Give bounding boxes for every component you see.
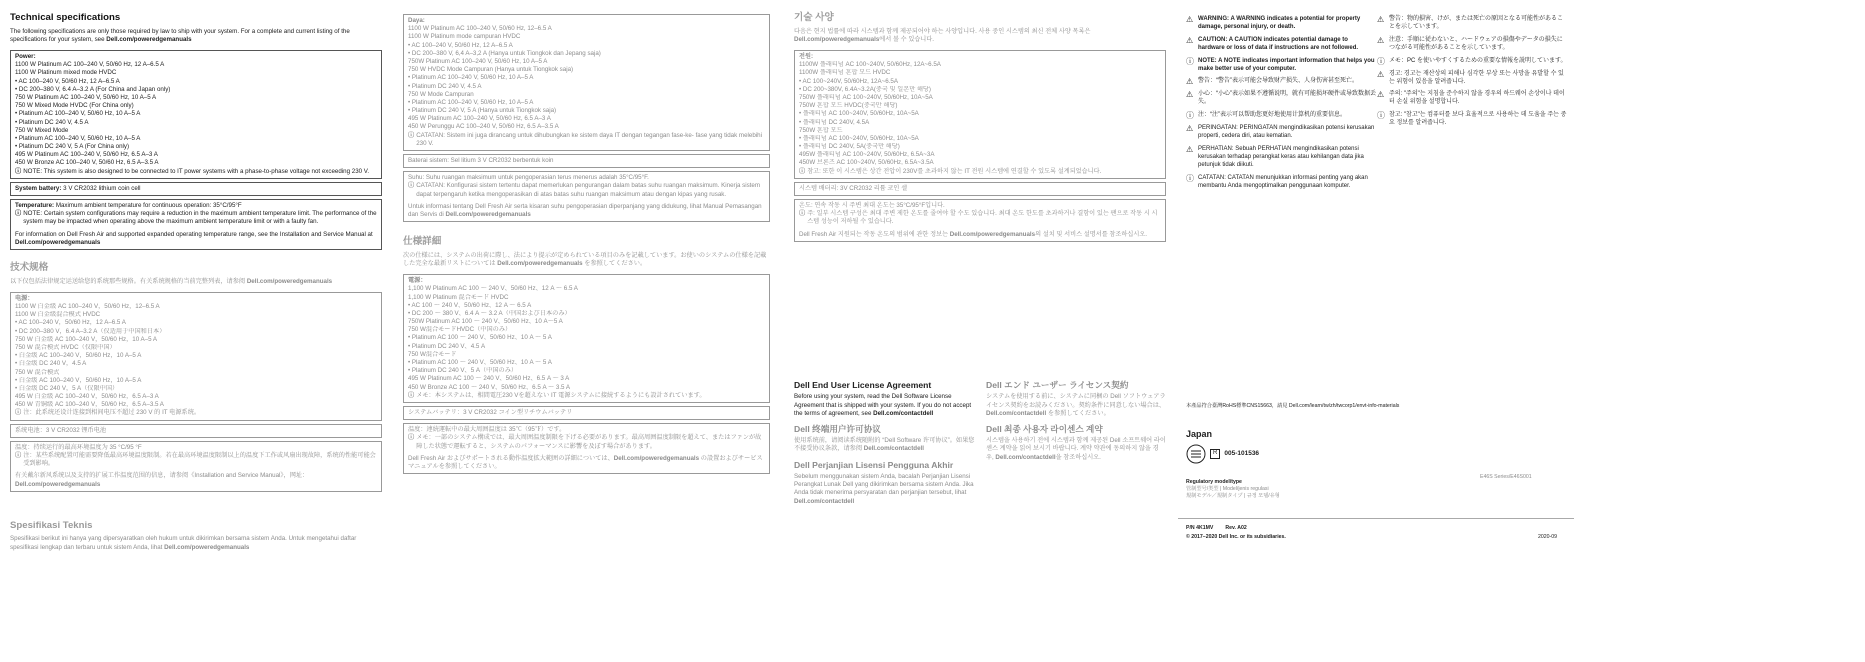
- ko-battery-box: 시스템 배터리: 3V CR2032 리튬 코인 셀: [794, 182, 1166, 196]
- power-spec-line: 750W Platinum AC 100 ～ 240 V、50/60 Hz、10 A～5 A: [408, 318, 563, 326]
- copyright: © 2017–2020 Dell Inc. or its subsidiaries.: [1186, 534, 1286, 540]
- pse-icon: [1186, 444, 1206, 464]
- power-spec-line: 750 W HVDC Mode Campuran (Hanya untuk Tiongkok saja): [408, 66, 574, 74]
- footer-rule: [1178, 518, 1574, 519]
- power-spec-line: 1,100 W Platinum 混合モード HVDC: [408, 293, 509, 301]
- power-spec-line: 750W 혼합 모드 HVDC(중국만 해당): [799, 102, 898, 110]
- en-intro-link[interactable]: Dell.com/poweredgemanuals: [106, 35, 192, 43]
- print-date: 2020-09: [1538, 534, 1558, 540]
- license-ko-title: Dell 최종 사용자 라이센스 계약: [986, 423, 1103, 434]
- note-icon: ⓘ: [15, 167, 22, 175]
- taiwan-rohs-line: 本產品符合臺灣RoHS標準CNS15663，請見 Dell.com/learn/tw/zh/twcorp1/envt-info-materials: [1186, 403, 1400, 409]
- power-spec-line: • Platinum DC 240 V, 4.5 A: [15, 118, 89, 126]
- power-spec-line: • AC 100~240V, 50/60Hz, 12A~6.5A: [799, 77, 898, 85]
- notice-text: WARNING: A WARNING indicates a potential for property damage, personal injury, or death.: [1198, 16, 1361, 30]
- notices-ja: [1377, 16, 1567, 133]
- notice-item: [1186, 16, 1376, 32]
- power-spec-line: 1100 W 白金级混合模式 HVDC: [15, 311, 101, 319]
- warning-icon: ⚠: [1186, 145, 1194, 155]
- note-icon: ⓘ: [408, 182, 415, 190]
- zh-power-note: ⓘ 注：此系统还设计连接到相间电压不超过 230 V 的 IT 电源系统。: [15, 409, 201, 417]
- power-spec-line: • 白金级 AC 100–240 V，50/60 Hz，10 A–5 A: [15, 376, 142, 384]
- id-temp-box: Suhu: Suhu ruangan maksimum untuk pengoperasian terus menerus adalah 35°C/95°F. ⓘ CATATAN: Konfigurasi sistem tertentu dapat memerlukan pengurangan dalam batas suhu ruangan maksimum. Kinerja sistem dapat terpengaruh ketika mengoperasikan di atas batas suhu ruangan maksimum atau dengan kipas yang rusak. Untuk informasi tentang Dell Fresh Air serta kisaran suhu pengoperasian diperpanjang yang didukung, lihat Manual Pemasangan dan Servis di Dell.com/poweredgemanuals: [403, 171, 770, 222]
- power-spec-line: • 白金级 DC 240 V，4.5 A: [15, 360, 87, 368]
- id-power-note: ⓘ CATATAN: Sistem ini juga dirancang untuk dihubungkan ke sistem daya IT dengan tegangan fase-ke- fase yang tidak melebihi 230 V.: [408, 131, 762, 147]
- ja-temp-note: ⓘ メモ：一部のシステム構成では、最大周囲温度制限を下げる必要があります。最高周囲温度制限を超えて、またはファンが故障した状態で運転すると、システムのパフォーマンスに影響を及ぼす場合があります。: [408, 434, 762, 450]
- power-spec-line: • Platinum AC 100–240 V, 50/60 Hz, 10 A–5 A: [15, 134, 141, 142]
- power-spec-line: • AC 100–240 V, 50/60 Hz, 12 A–6.5 A: [408, 41, 513, 49]
- power-spec-line: 1100W 플래티넘 혼합 모드 HVDC: [799, 69, 891, 77]
- zh-title: 技术规格: [10, 261, 49, 273]
- power-spec-line: • DC 200 ～ 380 V、6.4 A ～ 3.2 A（中国および日本のみ）: [408, 309, 571, 317]
- notice-text: CAUTION: A CAUTION indicates potential damage to hardware or loss of data if instructions are not followed.: [1198, 36, 1359, 51]
- power-spec-line: • Platinum AC 100–240 V, 50/60 Hz, 10 A–5 A: [15, 110, 141, 118]
- column-en-zh-id: [10, 0, 382, 558]
- notice-text: 小心：“小心”表示如果不遵循说明，就有可能损坏硬件或导致数据丢失。: [1198, 91, 1376, 106]
- power-spec-line: 750 W Mixed Mode HVDC (For China only): [15, 102, 134, 110]
- license-id-title: Dell Perjanjian Lisensi Pengguna Akhir: [794, 459, 954, 470]
- notice-item: [1186, 125, 1376, 141]
- notice-item: [1377, 71, 1567, 87]
- warning-icon: ⚠: [1186, 35, 1194, 45]
- notice-item: [1186, 78, 1376, 86]
- power-spec-line: • AC 100–240 V, 50/60 Hz, 12 A–6.5 A: [15, 77, 120, 85]
- ko-power-note: ⓘ 참고: 또한 이 시스템은 상간 전압이 230V를 초과하지 않는 IT 전원 시스템에 연결할 수 있도록 설계되었습니다.: [799, 167, 1102, 175]
- license-ja-title: Dell エンド ユーザー ライセンス契約: [986, 380, 1129, 390]
- warning-icon: ⚠: [1186, 77, 1194, 87]
- ko-intro: 다음은 현지 법률에 따라 시스템과 함께 제공되어야 하는 사양입니다. 사용 중인 시스템의 최신 전체 사양 목록은 Dell.com/poweredgemanuals에서 볼 수 있습니다.: [794, 27, 1091, 43]
- power-spec-line: 1100W 플래티넘 AC 100~240V, 50/60Hz, 12A~6.5A: [799, 61, 941, 69]
- ko-title: 기술 사양: [794, 12, 834, 23]
- power-spec-line: • DC 200~380V, 6.4A~3.2A(중국 및 일본만 해당): [799, 85, 931, 93]
- part-number: P/N 4K1MV Rev. A02: [1186, 525, 1247, 531]
- power-spec-line: • Platinum DC 240 V, 5 A (Hanya untuk Tiongkok saja): [408, 107, 557, 115]
- power-spec-line: 750 W 白金级 AC 100–240 V，50/60 Hz，10 A–5 A: [15, 335, 158, 343]
- power-spec-line: • Platinum DC 240 V, 5 A (For China only): [15, 143, 130, 151]
- notice-text: 注：“注”表示可以帮助您更好地使用计算机的重要信息。: [1198, 112, 1346, 119]
- notice-text: 注意：手順に従わないと、ハードウェアの損傷やデータの損失につながる可能性があることを示しています。: [1389, 36, 1563, 51]
- en-power-note: ⓘ NOTE: This system is also designed to be connected to IT power systems with a phase-to-phase voltage not exceeding 230 V.: [15, 167, 370, 175]
- notice-item: [1186, 112, 1376, 120]
- notice-item: [1377, 58, 1567, 66]
- notice-text: 경고: 경고는 재산상의 피해나 심각한 부상 또는 사망을 유발할 수 있는 위험이 있음을 알려줍니다.: [1389, 70, 1564, 85]
- info-icon: ⓘ: [1186, 56, 1194, 66]
- ja-intro: 次の仕様には、システムの出荷に際し、法により提示が定められている項目のみを記載しています。お使いのシステムの仕様を記載した完全な最新リストについては Dell.com/poweredgemanuals を参照してください。: [403, 251, 767, 267]
- power-spec-line: 750W 혼합 모드: [799, 126, 843, 134]
- notice-text: PERHATIAN: Sebuah PERHATIAN mengindikasikan potensi kerusakan terhadap perangkat keras atau kehilangan data jika petunjuk tidak diikuti.: [1198, 146, 1364, 168]
- warning-icon: ⚠: [1186, 124, 1194, 134]
- power-spec-line: • Platinum DC 240 V、4.5 A: [408, 342, 486, 350]
- license-zh-title: Dell 终端用户许可协议: [794, 423, 881, 434]
- japan-label: Japan: [1186, 429, 1213, 439]
- en-temp-box: Temperature: Maximum ambient temperature for continuous operation: 35°C/95°F ⓘ NOTE: Certain system configurations may require a reduction in the maximum ambient temperature limit. The performance of the system may be impacted when operating above the maximum ambient temperature limit or with a faulty fan. For information on Dell Fresh Air and supported expanded operating temperature range, see the Installation and Service Manual at Dell.com/poweredgemanuals: [10, 199, 382, 250]
- en-intro: The following specifications are only those required by law to ship with your system. For a complete and current listing of the specifications for your system, see Dell.com/poweredgemanuals: [10, 27, 350, 43]
- zh-temp-note: ⓘ 注：某些系统配置可能需要降低最高环境温度限制。若在最高环境温度限制以上的温度下工作或风扇出现故障，系统的性能可能会受到影响。: [15, 452, 376, 468]
- en-battery-box: System battery: 3 V CR2032 lithium coin cell: [10, 182, 382, 196]
- power-spec-line: 750 W混合モードHVDC（中国のみ）: [408, 326, 512, 334]
- power-spec-line: 495 W Platinum AC 100–240 V, 50/60 Hz, 6.5 A–3 A: [15, 151, 158, 159]
- note-icon: ⓘ: [799, 167, 806, 175]
- id-temp-note: ⓘ CATATAN: Konfigurasi sistem tertentu dapat memerlukan pengurangan dalam batas suhu ruangan maksimum. Kinerja sistem dapat terpengaruh ketika mengoperasikan di atas batas suhu ruangan maksimum atau dengan kipas yang rusak.: [408, 182, 760, 198]
- power-spec-line: 750W 플래티넘 AC 100~240V, 50/60Hz, 10A~5A: [799, 93, 933, 101]
- power-spec-line: • AC 100 ～ 240 V、50/60 Hz、12 A ～ 6.5 A: [408, 301, 532, 309]
- power-spec-line: 750 W Mixed Mode: [15, 126, 69, 134]
- license-en-text: Before using your system, read the Dell Software License Agreement that is shipped with your system. If you do not accept the terms of agreement, see Dell.com/contactdell: [794, 393, 972, 417]
- power-spec-line: • DC 200–380 V, 6,4 A–3,2 A (Hanya untuk Tiongkok dan Jepang saja): [408, 49, 601, 57]
- notice-item: [1377, 91, 1567, 107]
- en-temp-info: For information on Dell Fresh Air and supported expanded operating temperature range, see the Installation and Service Manual at Dell.com/poweredgemanuals: [15, 230, 373, 246]
- ja-power-note: ⓘ メモ：本システムは、相間電圧230 Vを超えない IT 電源システムに接続するようにも設計されています。: [408, 391, 706, 399]
- info-icon: ⓘ: [1377, 56, 1385, 66]
- notice-text: CATATAN: CATATAN menunjukkan informasi penting yang akan membantu Anda mengoptimalkan penggunaan komputer.: [1198, 174, 1368, 189]
- ko-temp-note: ⓘ 주: 일부 시스템 구성은 최대 주변 제한 온도를 줄여야 할 수도 있습니다. 최대 온도 한도를 초과하거나 결함이 있는 팬으로 작동 시 시스템 성능이 저하될 수 있습니다.: [799, 210, 1158, 226]
- warning-icon: ⚠: [1377, 90, 1385, 100]
- warning-icon: ⚠: [1186, 90, 1194, 100]
- info-icon: ⓘ: [1377, 111, 1385, 121]
- note-icon: ⓘ: [408, 131, 415, 139]
- note-icon: ⓘ: [799, 210, 806, 218]
- en-temp-note: ⓘ NOTE: Certain system configurations may require a reduction in the maximum ambient temperature limit. The performance of the system may be impacted when operating above the maximum ambient temperature limit or with a faulty fan.: [15, 210, 377, 226]
- warning-icon: ⚠: [1377, 69, 1385, 79]
- id-power-box: Daya: 1100 W Platinum AC 100–240 V, 50/60 Hz, 12–6.5 A 1100 W Platinum mode campuran HVDC • AC 100–240 V, 50/60 Hz, 12 A–6.5 A • DC 200–380 V, 6,4 A–3,2 A (Hanya untuk Tiongkok dan Jepang saja) 750W Platinum AC 100–240 V, 50/60 Hz, 10 A–5 A 750 W HVDC Mode Campuran (Hanya untuk Tiongkok saja) • Platinum AC 100–240 V, 50/60 Hz, 10 A–5 A • Platinum DC 240 V, 4.5 A 750 W Mode Campuran • Platinum AC 100–240 V, 50/60 Hz, 10 A–5 A • Platinum DC 240 V, 5 A (Hanya untuk Tiongkok saja) 495 W Platinum AC 100–240 V, 50/60 Hz, 6.5 A–3 A 450 W Perunggu AC 100–240 V, 50/60 Hz, 6.5 A–3.5 A ⓘ CATATAN: Sistem ini juga dirancang untuk dihubungkan ke sistem daya IT dengan tegangan fase-ke- fase yang tidak melebihi 230 V.: [403, 14, 770, 151]
- notice-text: メモ：PC を使いやすくするための重要な情報を説明しています。: [1389, 57, 1567, 64]
- notice-item: [1377, 16, 1567, 32]
- ja-title: 仕様詳細: [403, 236, 442, 248]
- power-spec-line: • Platinum DC 240 V, 4.5 A: [408, 82, 482, 90]
- power-spec-line: • Platinum AC 100 ～ 240 V、50/60 Hz、10 A ～ 5 A: [408, 359, 552, 367]
- ko-temp-box: 온도: 연속 작동 시 주변 최대 온도는 35°C/95°F입니다. ⓘ 주: 일부 시스템 구성은 최대 주변 제한 온도를 줄여야 할 수도 있습니다. 최대 온도 한도를 초과하거나 결함이 있는 팬으로 작동 시 시스템 성능이 저하될 수 있습니다. Dell Fresh Air 지원되는 작동 온도의 범위에 관한 정보는 Dell.com/poweredgemanuals의 설치 및 서비스 설명서를 참조하십시오.: [794, 199, 1166, 242]
- warning-icon: ⚠: [1377, 15, 1385, 24]
- power-spec-line: • 白金级 DC 240 V，5 A（仅限中国）: [15, 384, 119, 392]
- warning-icon: ⚠: [1186, 15, 1194, 24]
- notice-item: [1186, 58, 1376, 74]
- power-spec-line: • DC 200–380 V, 6.4 A–3.2 A (For China and Japan only): [15, 85, 171, 93]
- warning-icon: ⚠: [1377, 35, 1385, 45]
- power-spec-line: • 플래티넘 AC 100~240V, 50/60Hz, 10A~5A: [799, 110, 919, 118]
- power-spec-line: 495W 플래티넘 AC 100~240V, 50/60Hz, 6.5A~3A: [799, 151, 935, 159]
- power-spec-line: 750 W 混合模式 HVDC（仅限中国）: [15, 343, 116, 351]
- power-spec-line: 450 W 青铜级 AC 100–240 V，50/60 Hz，6.5 A–3.5 A: [15, 401, 164, 409]
- zh-power-lines: [15, 303, 377, 409]
- notice-text: 警告：“警告”表示可能会导致财产损失、人身伤害甚至死亡。: [1198, 78, 1358, 85]
- info-icon: ⓘ: [1186, 173, 1194, 183]
- r-code: 005-101536: [1224, 449, 1260, 457]
- zh-temp-box: 温度：持续运行的最高环境温度为 35 °C/95 °F ⓘ 注：某些系统配置可能需要降低最高环境温度限制。若在最高环境温度限制以上的温度下工作或风扇出现故障，系统的性能可能会受到影响。 有关戴尔新风系统以及支持的扩展工作温度范围的信息，请参阅《Installation and Service Manual》，网址：Dell.com/poweredgemanuals: [10, 441, 382, 492]
- notice-text: 警告：物的損害、けが、または死亡の原因となる可能性があることを示しています。: [1389, 16, 1564, 30]
- note-icon: ⓘ: [15, 409, 22, 417]
- notice-item: [1186, 146, 1376, 170]
- power-spec-line: 450 W Bronze AC 100 ～ 240 V、50/60 Hz、6.5 A ～ 3.5 A: [408, 383, 570, 391]
- power-spec-line: 450W 브론즈 AC 100~240V, 50/60Hz, 6.5A~3.5A: [799, 159, 934, 167]
- power-spec-line: • Platinum AC 100–240 V, 50/60 Hz, 10 A–5 A: [408, 74, 534, 82]
- notice-item: [1186, 91, 1376, 107]
- power-spec-line: • Platinum DC 240 V、5 A（中国のみ）: [408, 367, 518, 375]
- power-spec-line: 495 W Platinum AC 100–240 V, 50/60 Hz, 6.5 A–3 A: [408, 115, 551, 123]
- note-icon: ⓘ: [408, 391, 415, 399]
- power-spec-line: • 플래티넘 AC 100~240V, 50/60Hz, 10A~5A: [799, 134, 919, 142]
- license-right: Dell エンド ユーザー ライセンス契約 システムを使用する前に、システムに同梱の Dell ソフトウェアライセンス契約をお読みください。契約条件に同意しない場合は、Dell.com/contactdell を参照してください。 Dell 최종 사용자 라이센스 계약 시스템을 사용하기 전에 시스템과 함께 제공된 Dell 소프트웨어 라이센스 계약을 읽어 보시기 바랍니다. 계약 약관에 동의하지 않을 경우, Dell.com/contactdell을 참조하십시오.: [986, 380, 1166, 461]
- note-icon: ⓘ: [15, 452, 22, 459]
- id-title: Spesifikasi Teknis: [10, 519, 93, 531]
- en-power-lines: [15, 61, 377, 167]
- zh-battery-box: 系统电池：3 V CR2032 锂币电池: [10, 424, 382, 438]
- ja-temp-box: 温度：連続運転中の最大周囲温度は 35℃（95℉）です。 ⓘ メモ：一部のシステム構成では、最大周囲温度制限を下げる必要があります。最高周囲温度制限を超えて、またはファンが故障した状態で運転すると、システムのパフォーマンスに影響を及ぼす場合があります。 Dell Fresh Air およびサポートされる動作温度拡大範囲の詳細については、Dell.com/poweredgemanuals の設置およびサービスマニュアルを参照してください。: [403, 423, 770, 474]
- power-spec-line: 450 W Perunggu AC 100–240 V, 50/60 Hz, 6.5 A–3.5 A: [408, 123, 559, 131]
- notice-text: PERINGATAN: PERINGATAN mengindikasikan potensi kerusakan properti, cedera diri, atau kematian.: [1198, 125, 1375, 140]
- id-power-lines: [408, 25, 765, 131]
- note-icon: ⓘ: [15, 210, 22, 218]
- notice-text: 주의: "주의"는 지침을 준수하지 않을 경우의 하드웨어 손상이나 데이터 손실 위험을 설명합니다.: [1389, 91, 1565, 106]
- power-spec-line: 750 W Mode Campuran: [408, 90, 474, 98]
- column-ko-license: [794, 0, 1166, 505]
- ko-power-box: 전원: 1100W 플래티넘 AC 100~240V, 50/60Hz, 12A~6.5A 1100W 플래티넘 혼합 모드 HVDC • AC 100~240V, 50/60Hz, 12A~6.5A • DC 200~380V, 6.4A~3.2A(중국 및 일본만 해당) 750W 플래티넘 AC 100~240V, 50/60Hz, 10A~5A 750W 혼합 모드 HVDC(중국만 해당) • 플래티넘 AC 100~240V, 50/60Hz, 10A~5A • 플래티넘 DC 240V, 4.5A 750W 혼합 모드 • 플래티넘 AC 100~240V, 50/60Hz, 10A~5A • 플래티넘 DC 240V, 5A(중국만 해당) 495W 플래티넘 AC 100~240V, 50/60Hz, 6.5A~3A 450W 브론즈 AC 100~240V, 50/60Hz, 6.5A~3.5A ⓘ 참고: 또한 이 시스템은 상간 전압이 230V를 초과하지 않는 IT 전원 시스템에 연결할 수 있도록 설계되었습니다.: [794, 50, 1166, 179]
- en-power-header: Power:: [15, 53, 36, 61]
- power-spec-line: • 白金级 AC 100–240 V，50/60 Hz，10 A–5 A: [15, 352, 142, 360]
- r-mark: R: [1210, 449, 1220, 459]
- notice-text: NOTE: A NOTE indicates important information that helps you make better use of your computer.: [1198, 57, 1375, 72]
- license-en-title: Dell End User License Agreement: [794, 380, 932, 390]
- power-spec-line: 495 W 白金级 AC 100–240 V，50/60 Hz，6.5 A–3 A: [15, 393, 159, 401]
- power-spec-line: • 플래티넘 DC 240V, 4.5A: [799, 118, 870, 126]
- note-icon: ⓘ: [408, 434, 415, 442]
- column-id-ja: [403, 0, 770, 477]
- power-spec-line: • Platinum AC 100–240 V, 50/60 Hz, 10 A–5 A: [408, 98, 534, 106]
- power-spec-line: 1100 W Platinum mixed mode HVDC: [15, 69, 117, 77]
- info-icon: ⓘ: [1186, 111, 1194, 121]
- power-spec-line: 1,100 W Platinum AC 100 ～ 240 V、50/60 Hz、12 A ～ 6.5 A: [408, 285, 578, 293]
- power-spec-line: 450 W Bronze AC 100–240 V, 50/60 Hz, 6.5 A–3.5 A: [15, 159, 159, 167]
- notices-en: [1186, 16, 1376, 196]
- id-battery-box: Baterai sistem: Sel litium 3 V CR2032 berbentuk koin: [403, 154, 770, 168]
- id-intro: Spesifikasi berikut ini hanya yang dipersyaratkan oleh hukum untuk dikirimkan bersama sistem Anda. Untuk mengetahui daftar spesifikasi lengkap dan terbaru untuk sistem Anda, lihat Dell.com/poweredgemanuals: [10, 535, 357, 551]
- notice-item: [1377, 37, 1567, 53]
- license-left: Dell End User License Agreement Before using your system, read the Dell Software License Agreement that is shipped with your system. If you do not accept the terms of agreement, see Dell.com/contactdell Dell 终端用户许可协议 使用系统前，请阅读系统随附的 “Dell Software 许可协议”。如果您不接受协议条款，请参阅 Dell.com/contactdell Dell Perjanjian Lisensi Pengguna Akhir Sebelum menggunakan sistem Anda, bacalah Perjanjian Lisensi Perangkat Lunak Dell yang dikirimkan bersama sistem Anda. Jika Anda tidak menerima persyaratan dan perjanjian tersebut, lihat Dell.com/contactdell: [794, 380, 979, 512]
- power-spec-line: 750 W Platinum AC 100–240 V, 50/60 Hz, 10 A–5 A: [15, 93, 157, 101]
- power-spec-line: 750W Platinum AC 100–240 V, 50/60 Hz, 10 A–5 A: [408, 57, 548, 65]
- power-spec-line: • AC 100–240 V，50/60 Hz，12 A–6.5 A: [15, 319, 126, 327]
- model-block: Regulatory model/type 管制型号/类型 | Model/jenis regulasi 規制モデル／規制タイプ | 규정 모델/유형: [1186, 479, 1280, 499]
- ja-power-box: 電源： 1,100 W Platinum AC 100 ～ 240 V、50/60 Hz、12 A ～ 6.5 A 1,100 W Platinum 混合モード HVDC • AC 100 ～ 240 V、50/60 Hz、12 A ～ 6.5 A • DC 200 ～ 380 V、6.4 A ～ 3.2 A（中国および日本のみ） 750W Platinum AC 100 ～ 240 V、50/60 Hz、10 A～5 A 750 W混合モードHVDC（中国のみ） • Platinum AC 100 ～ 240 V、50/60 Hz、10 A ～ 5 A • Platinum DC 240 V、4.5 A 750 W混合モード • Platinum AC 100 ～ 240 V、50/60 Hz、10 A ～ 5 A • Platinum DC 240 V、5 A（中国のみ） 495 W Platinum AC 100 ～ 240 V、50/60 Hz、6.5 A ～ 3 A 450 W Bronze AC 100 ～ 240 V、50/60 Hz、6.5 A ～ 3.5 A ⓘ メモ：本システムは、相間電圧230 Vを超えない IT 電源システムに接続するようにも設計されています。: [403, 274, 770, 403]
- power-spec-line: 1100 W Platinum AC 100–240 V, 50/60 Hz, 12–6.5 A: [408, 25, 552, 33]
- japan-mark: [1186, 444, 1259, 464]
- ja-power-lines: [408, 285, 765, 391]
- en-title: Technical specifications: [10, 12, 121, 23]
- power-spec-line: • DC 200–380 V，6.4 A–3.2 A（仅适用于中国和日本）: [15, 327, 166, 335]
- notice-item: [1377, 112, 1567, 128]
- power-spec-line: 750 W 混合模式: [15, 368, 60, 376]
- ko-power-lines: [799, 61, 1161, 167]
- power-spec-line: • 플래티넘 DC 240V, 5A(중국만 해당): [799, 143, 900, 151]
- power-spec-line: 750 W混合モード: [408, 350, 457, 358]
- power-spec-line: 495 W Platinum AC 100 ～ 240 V、50/60 Hz、6.5 A ～ 3 A: [408, 375, 570, 383]
- notice-item: [1186, 175, 1376, 191]
- power-spec-line: 1100 W Platinum mode campuran HVDC: [408, 33, 521, 41]
- zh-power-box: 电源： 1100 W 白金级 AC 100–240 V，50/60 Hz，12–6.5 A 1100 W 白金级混合模式 HVDC • AC 100–240 V，50/60 Hz，12 A–6.5 A • DC 200–380 V，6.4 A–3.2 A（仅适用于中国和日本） 750 W 白金级 AC 100–240 V，50/60 Hz，10 A–5 A 750 W 混合模式 HVDC（仅限中国） • 白金级 AC 100–240 V，50/60 Hz，10 A–5 A • 白金级 DC 240 V，4.5 A 750 W 混合模式 • 白金级 AC 100–240 V，50/60 Hz，10 A–5 A • 白金级 DC 240 V，5 A（仅限中国） 495 W 白金级 AC 100–240 V，50/60 Hz，6.5 A–3 A 450 W 青铜级 AC 100–240 V，50/60 Hz，6.5 A–3.5 A ⓘ 注：此系统还设计连接到相间电压不超过 230 V 的 IT 电源系统。: [10, 292, 382, 421]
- zh-intro: 以下仅包括法律规定运送给您的系统那些规格。有关系统规格的当前完整列表，请参阅 Dell.com/poweredgemanuals: [10, 277, 333, 285]
- notice-text: 참고: "참고"는 컴퓨터를 보다 효율적으로 사용하는 데 도움을 주는 중요 정보를 알려줍니다.: [1389, 112, 1567, 127]
- series-label: E46S Series/E46S001: [1480, 474, 1532, 480]
- ja-battery-box: システムバッテリ：3 V CR2032 コイン型リチウムバッテリ: [403, 406, 770, 420]
- power-spec-line: • Platinum AC 100 ～ 240 V、50/60 Hz、10 A ～ 5 A: [408, 334, 552, 342]
- power-spec-line: 1100 W Platinum AC 100–240 V, 50/60 Hz, 12 A–6.5 A: [15, 61, 165, 69]
- notice-item: [1186, 37, 1376, 53]
- en-power-box: [10, 50, 382, 179]
- power-spec-line: 1100 W 白金级 AC 100–240 V，50/60 Hz，12–6.5 A: [15, 303, 160, 310]
